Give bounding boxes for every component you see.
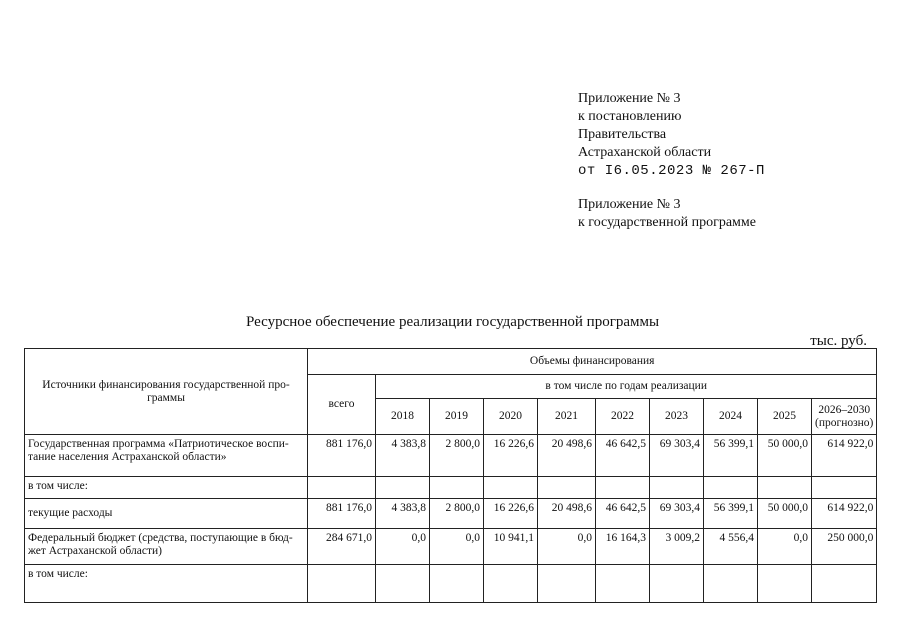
- table-row: [25, 435, 877, 477]
- year-value: 0,0: [376, 529, 430, 565]
- year-value: 50 000,0: [758, 499, 812, 529]
- header-volumes: Объемы финансирования: [308, 349, 877, 375]
- year-value: 2 800,0: [430, 435, 484, 477]
- year-value: [484, 565, 538, 603]
- document-title: Ресурсное обеспечение реализации государственной программы: [245, 314, 660, 330]
- decree-appendix-ref: к постановлению: [578, 109, 682, 124]
- row-label: Государственная программа «Патриотическое воспи- тание населения Астраханской области»: [25, 435, 308, 477]
- program-appendix-ref: к государственной программе: [578, 215, 756, 230]
- year-value: 56 399,1: [704, 499, 758, 529]
- year-header: 2020: [484, 399, 538, 435]
- program-appendix-number: Приложение № 3: [578, 197, 681, 212]
- year-value: [430, 565, 484, 603]
- year-header: 2018: [376, 399, 430, 435]
- table-row: [25, 565, 877, 603]
- row-label: в том числе:: [25, 565, 308, 603]
- row-total: [308, 477, 376, 499]
- year-value: [812, 477, 877, 499]
- year-value: 69 303,4: [650, 499, 704, 529]
- year-value: [758, 477, 812, 499]
- year-value: [484, 477, 538, 499]
- table-row: [25, 477, 877, 499]
- year-value: 2 800,0: [430, 499, 484, 529]
- decree-appendix-authority: Правительства: [578, 127, 667, 142]
- funding-table: [24, 348, 877, 603]
- row-label: в том числе:: [25, 477, 308, 499]
- row-total: 881 176,0: [308, 499, 376, 529]
- year-value: [376, 565, 430, 603]
- table-row: [25, 499, 877, 529]
- year-value: [704, 565, 758, 603]
- year-value: 46 642,5: [596, 499, 650, 529]
- year-value: 3 009,2: [650, 529, 704, 565]
- row-label: Федеральный бюджет (средства, поступающие в бюд- жет Астраханской области): [25, 529, 308, 565]
- year-value: 20 498,6: [538, 499, 596, 529]
- year-value: 16 226,6: [484, 499, 538, 529]
- row-total: 881 176,0: [308, 435, 376, 477]
- year-header: 2023: [650, 399, 704, 435]
- year-value: 0,0: [430, 529, 484, 565]
- year-value: 4 383,8: [376, 499, 430, 529]
- header-by-years: в том числе по годам реализации: [376, 375, 877, 399]
- year-value: 16 164,3: [596, 529, 650, 565]
- year-value: 4 556,4: [704, 529, 758, 565]
- year-value: [650, 477, 704, 499]
- row-total: 284 671,0: [308, 529, 376, 565]
- year-value: 0,0: [758, 529, 812, 565]
- year-value: [596, 565, 650, 603]
- decree-date-number: от I6.05.2023 № 267-П: [578, 163, 765, 179]
- year-value: 0,0: [538, 529, 596, 565]
- year-value: [538, 565, 596, 603]
- unit-label: тыс. руб.: [810, 333, 867, 349]
- header-sources: Источники финансирования государственной про- граммы: [25, 349, 308, 435]
- year-value: 4 383,8: [376, 435, 430, 477]
- header-total: всего: [308, 375, 376, 435]
- year-value: 614 922,0: [812, 499, 877, 529]
- year-header: 2026–2030 (прогнозно): [812, 399, 877, 435]
- year-header: 2022: [596, 399, 650, 435]
- row-label: текущие расходы: [25, 499, 308, 529]
- year-value: [430, 477, 484, 499]
- decree-appendix-block: [578, 90, 765, 180]
- year-value: [650, 565, 704, 603]
- year-value: 614 922,0: [812, 435, 877, 477]
- row-total: [308, 565, 376, 603]
- year-value: [758, 565, 812, 603]
- table-row: [25, 529, 877, 565]
- year-header: 2021: [538, 399, 596, 435]
- year-value: 20 498,6: [538, 435, 596, 477]
- year-header: 2024: [704, 399, 758, 435]
- year-value: 69 303,4: [650, 435, 704, 477]
- year-value: [812, 565, 877, 603]
- year-value: 46 642,5: [596, 435, 650, 477]
- year-value: 56 399,1: [704, 435, 758, 477]
- decree-appendix-number: Приложение № 3: [578, 91, 681, 106]
- year-value: [704, 477, 758, 499]
- year-value: 16 226,6: [484, 435, 538, 477]
- year-value: 250 000,0: [812, 529, 877, 565]
- year-value: [376, 477, 430, 499]
- year-value: 10 941,1: [484, 529, 538, 565]
- year-header: 2025: [758, 399, 812, 435]
- year-value: 50 000,0: [758, 435, 812, 477]
- year-value: [538, 477, 596, 499]
- program-appendix-block: [578, 196, 756, 232]
- year-value: [596, 477, 650, 499]
- decree-appendix-region: Астраханской области: [578, 145, 712, 160]
- year-header: 2019: [430, 399, 484, 435]
